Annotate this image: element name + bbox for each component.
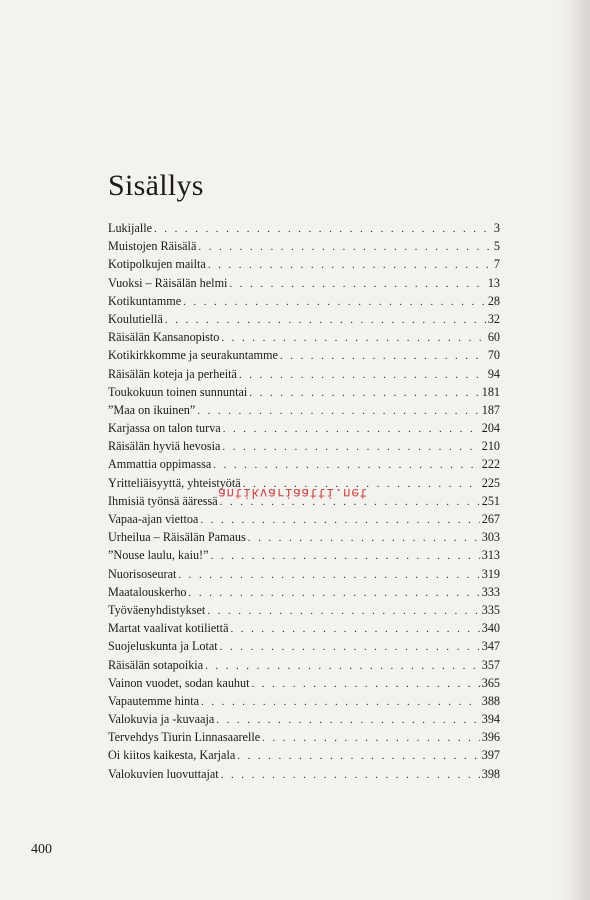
toc-entry-title: Kotikirkkomme ja seurakuntamme <box>108 348 278 363</box>
toc-entry <box>108 656 500 674</box>
toc-leader-dots <box>165 311 486 329</box>
toc-entry-title: ”Nouse laulu, kaiu!” <box>108 548 209 563</box>
toc-leader-dots <box>221 766 480 784</box>
toc-entry-title: Karjassa on talon turva <box>108 421 221 436</box>
toc-leader-dots <box>208 256 492 274</box>
toc-entry <box>108 510 500 528</box>
toc-entry-page: 365 <box>481 675 500 690</box>
page-title: Sisällys <box>108 169 204 202</box>
toc-entry <box>108 346 500 364</box>
page-gutter-shadow <box>568 0 590 900</box>
toc-entry-page: 70 <box>487 348 500 363</box>
toc-entry-page: 3 <box>493 221 500 235</box>
toc-entry-page: 335 <box>481 602 500 617</box>
toc-entry <box>108 692 500 710</box>
toc-entry-page: 394 <box>481 712 500 727</box>
toc-leader-dots <box>249 384 479 402</box>
toc-entry <box>108 437 500 455</box>
toc-entry <box>108 328 500 346</box>
toc-entry-title: Vapaa-ajan viettoa <box>108 512 199 526</box>
toc-entry-page: 222 <box>481 457 500 472</box>
toc-entry-title: Toukokuun toinen sunnuntai <box>108 384 248 399</box>
toc-entry <box>108 583 500 601</box>
toc-entry-title: Valokuvien luovuttajat <box>108 766 219 781</box>
toc-entry-page: 396 <box>481 730 500 745</box>
toc-entry <box>108 637 500 655</box>
toc-leader-dots <box>222 438 479 456</box>
toc-leader-dots <box>237 747 479 765</box>
toc-leader-dots <box>189 584 480 602</box>
toc-entry-page: 303 <box>481 530 500 545</box>
watermark-stamp: antikvariaatti.net <box>218 485 368 500</box>
toc-leader-dots <box>205 657 480 675</box>
toc-entry-title: ”Maa on ikuinen” <box>108 402 196 417</box>
toc-entry-page: 251 <box>481 493 500 508</box>
toc-entry-page: 32 <box>487 311 500 326</box>
toc-entry <box>108 546 500 564</box>
toc-leader-dots <box>178 566 479 584</box>
toc-entry <box>108 274 500 292</box>
toc-entry <box>108 601 500 619</box>
toc-entry <box>108 455 500 473</box>
toc-entry-title: Työväenyhdistykset <box>108 602 206 617</box>
toc-entry-title: Urheilua – Räisälän Pamaus <box>108 530 246 545</box>
toc-leader-dots <box>200 511 479 529</box>
toc-entry-title: Tervehdys Tiurin Linnasaarelle <box>108 730 261 745</box>
toc-leader-dots <box>229 275 485 293</box>
toc-leader-dots <box>280 347 486 365</box>
toc-entry-title: Vainon vuodet, sodan kauhut <box>108 675 250 690</box>
toc-entry-page: 210 <box>481 439 500 454</box>
toc-entry-page: 319 <box>481 566 500 581</box>
toc-entry-title: Vuoksi – Räisälän helmi <box>108 275 228 290</box>
table-of-contents <box>108 219 500 783</box>
toc-entry-title: Lukijalle <box>108 221 152 235</box>
toc-entry <box>108 746 500 764</box>
toc-entry-title: Maatalouskerho <box>108 584 187 599</box>
toc-entry-page: 347 <box>481 639 500 654</box>
toc-entry-title: Ihmisiä työnsä ääressä <box>108 493 218 508</box>
toc-entry-page: 357 <box>481 657 500 672</box>
toc-leader-dots <box>230 620 479 638</box>
toc-entry-title: Räisälän Kansanopisto <box>108 330 220 345</box>
toc-entry-title: Räisälän koteja ja perheitä <box>108 366 237 381</box>
toc-entry-title: Kotipolkujen mailta <box>108 257 206 272</box>
toc-entry <box>108 219 500 237</box>
toc-entry <box>108 419 500 437</box>
toc-leader-dots <box>211 547 480 565</box>
toc-entry-page: 5 <box>493 239 500 254</box>
toc-leader-dots <box>223 420 480 438</box>
toc-entry <box>108 765 500 783</box>
toc-entry-title: Valokuvia ja -kuvaaja <box>108 712 215 727</box>
toc-entry <box>108 528 500 546</box>
toc-entry <box>108 728 500 746</box>
toc-entry-page: 204 <box>481 421 500 436</box>
toc-entry <box>108 365 500 383</box>
toc-entry <box>108 674 500 692</box>
toc-entry <box>108 710 500 728</box>
toc-leader-dots <box>248 529 480 547</box>
toc-leader-dots <box>207 602 479 620</box>
toc-entry-page: 267 <box>481 512 500 526</box>
toc-entry-title: Räisälän hyviä hevosia <box>108 439 221 454</box>
toc-entry <box>108 565 500 583</box>
toc-leader-dots <box>221 329 485 347</box>
toc-leader-dots <box>239 366 486 384</box>
toc-leader-dots <box>154 220 492 238</box>
toc-entry-title: Koulutiellä <box>108 311 163 326</box>
toc-entry-title: Ammattia oppimassa <box>108 457 212 472</box>
toc-entry-page: 13 <box>487 275 500 290</box>
toc-leader-dots <box>252 675 480 693</box>
toc-entry-page: 333 <box>481 584 500 599</box>
toc-leader-dots <box>183 293 486 311</box>
toc-entry-title: Suojeluskunta ja Lotat <box>108 639 218 654</box>
toc-entry-title: Vapautemme hinta <box>108 693 200 708</box>
toc-entry-page: 340 <box>481 621 500 636</box>
toc-leader-dots <box>213 456 479 474</box>
toc-entry-page: 7 <box>493 257 500 272</box>
toc-entry <box>108 383 500 401</box>
toc-entry <box>108 237 500 255</box>
toc-leader-dots <box>262 729 480 747</box>
toc-entry-page: 398 <box>481 766 500 781</box>
toc-entry-title: Kotikuntamme <box>108 293 182 308</box>
toc-leader-dots <box>197 402 479 420</box>
toc-leader-dots <box>198 238 492 256</box>
toc-entry-page: 28 <box>487 293 500 308</box>
toc-entry-page: 94 <box>487 366 500 381</box>
toc-entry-page: 397 <box>481 748 500 763</box>
toc-entry-title: Muistojen Räisälä <box>108 239 197 254</box>
toc-entry-title: Oi kiitos kaikesta, Karjala <box>108 748 236 763</box>
toc-leader-dots <box>201 693 480 711</box>
toc-leader-dots <box>220 638 480 656</box>
toc-entry-page: 313 <box>481 548 500 563</box>
toc-entry-page: 225 <box>481 475 500 490</box>
toc-entry-title: Yritteliäisyyttä, yhteistyötä <box>108 475 241 490</box>
toc-entry-page: 60 <box>487 330 500 345</box>
toc-entry-page: 388 <box>481 693 500 708</box>
toc-entry <box>108 255 500 273</box>
toc-entry <box>108 619 500 637</box>
toc-entry-title: Räisälän sotapoikia <box>108 657 204 672</box>
page-number: 400 <box>31 842 52 857</box>
toc-leader-dots <box>216 711 479 729</box>
toc-entry-page: 181 <box>481 384 500 399</box>
toc-entry-page: 187 <box>481 402 500 417</box>
toc-entry-title: Nuorisoseurat <box>108 566 177 581</box>
toc-entry <box>108 401 500 419</box>
toc-entry <box>108 310 500 328</box>
toc-entry <box>108 292 500 310</box>
toc-entry-title: Martat vaalivat kotiliettä <box>108 621 229 636</box>
